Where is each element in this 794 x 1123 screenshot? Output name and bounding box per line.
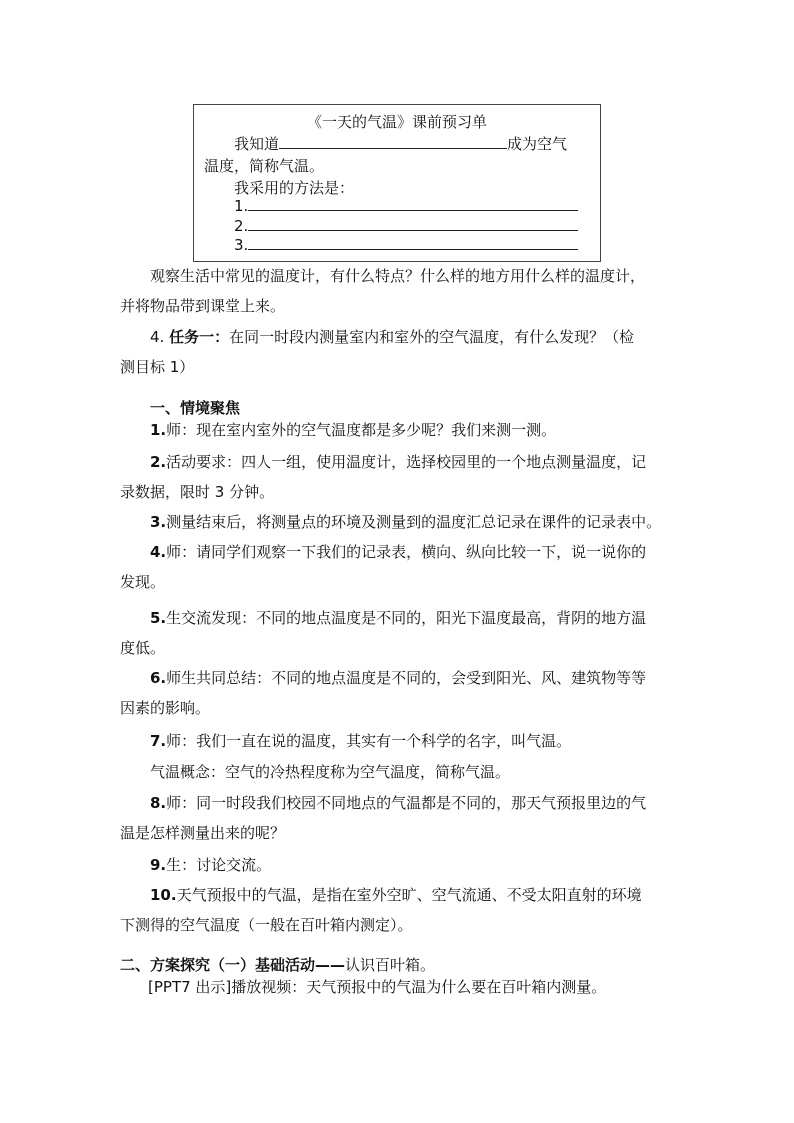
prestudy-box — [193, 104, 601, 262]
method-blank-1: 1. — [234, 197, 578, 215]
list-item: 9.生：讨论交流。 — [150, 856, 272, 874]
blank-underline — [248, 217, 578, 231]
method-blank-2: 2. — [234, 217, 578, 235]
list-item: 2.活动要求：四人一组，使用温度计，选择校园里的一个地点测量温度，记 录数据，限时 3 分钟。 — [120, 453, 647, 501]
observe-paragraph: 观察生活中常见的温度计，有什么特点？什么样的地方用什么样的温度计， 并将物品带到课堂上来。 — [120, 267, 646, 315]
concept-line: 气温概念：空气的冷热程度称为空气温度，简称气温。 — [150, 763, 511, 781]
prestudy-line3: 我采用的方法是： — [234, 179, 355, 197]
prestudy-line2: 温度，简称气温。 — [204, 157, 325, 175]
section2-line: [PPT7 出示]播放视频：天气预报中的气温为什么要在百叶箱内测量。 — [148, 978, 607, 996]
list-item: 1.师：现在室内室外的空气温度都是多少呢？我们来测一测。 — [150, 421, 557, 439]
list-item: 5.生交流发现：不同的地点温度是不同的，阳光下温度最高，背阴的地方温 度低。 — [120, 609, 647, 657]
prestudy-line1-suffix: 成为空气 — [507, 135, 568, 153]
blank-underline — [248, 236, 578, 250]
prestudy-line1-prefix: 我知道 — [234, 135, 280, 153]
list-item: 10.天气预报中的气温，是指在室外空旷、空气流通、不受太阳直射的环境 下测得的空气温度（一般在百叶箱内测定）。 — [120, 886, 642, 934]
section2-heading: 二、方案探究（一）基础活动——认识百叶箱。 — [120, 956, 436, 974]
prestudy-title: 《一天的气温》课前预习单 — [306, 113, 487, 131]
list-item: 6.师生共同总结：不同的地点温度是不同的，会受到阳光、风、建筑物等等 因素的影响。 — [120, 669, 647, 717]
task-paragraph: 4. 任务一：在同一时段内测量室内和室外的空气温度，有什么发现？（检 测目标 1） — [120, 328, 635, 376]
list-item: 3.测量结束后，将测量点的环境及测量到的温度汇总记录在课件的记录表中。 — [150, 513, 662, 531]
prestudy-line1 — [234, 133, 567, 154]
blank-underline — [248, 197, 578, 211]
list-item: 7.师：我们一直在说的温度，其实有一个科学的名字，叫气温。 — [150, 732, 572, 750]
list-item: 4.师：请同学们观察一下我们的记录表，横向、纵向比较一下，说一说你的 发现。 — [120, 543, 647, 591]
method-blank-3: 3. — [234, 236, 578, 254]
section1-heading: 一、情境聚焦 — [150, 399, 241, 417]
list-item: 8.师：同一时段我们校园不同地点的气温都是不同的，那天气预报里边的气 温是怎样测量出来的呢？ — [120, 794, 647, 842]
blank-underline — [279, 135, 507, 149]
